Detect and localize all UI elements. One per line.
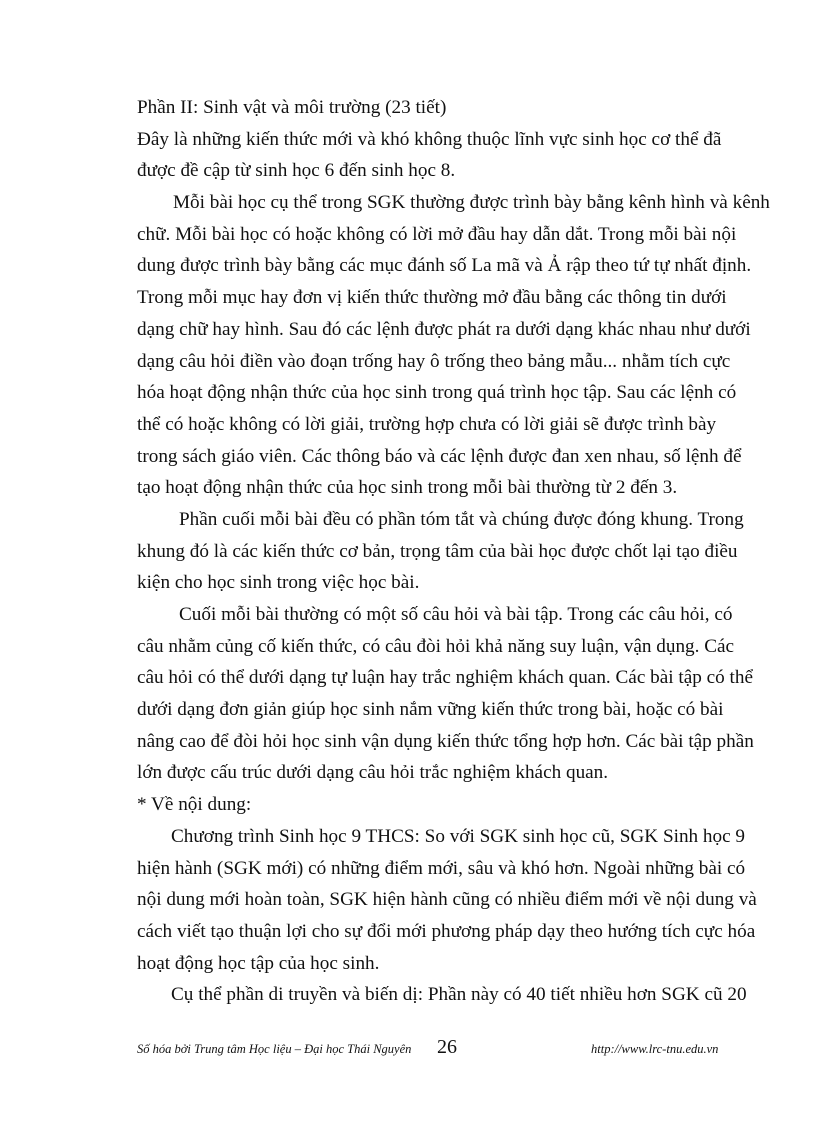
text-line: hoạt động học tập của học sinh. bbox=[137, 952, 380, 974]
text-line: Cụ thể phần di truyền và biến dị: Phần này có 40 tiết nhiều hơn SGK cũ 20 bbox=[171, 984, 747, 1006]
text-line: thể có hoặc không có lời giải, trường hợp chưa có lời giải sẽ được trình bày bbox=[137, 413, 717, 435]
text-line: khung đó là các kiến thức cơ bản, trọng tâm của bài học được chốt lại tạo điều bbox=[137, 540, 738, 562]
section-heading: Phần II: Sinh vật và môi trường (23 tiết) bbox=[137, 97, 447, 118]
text-line: dạng câu hỏi điền vào đoạn trống hay ô trống theo bảng mẫu... nhằm tích cực bbox=[137, 350, 731, 372]
page-footer bbox=[137, 1036, 737, 1066]
paragraph-1 bbox=[137, 124, 722, 187]
paragraph-6 bbox=[137, 821, 757, 979]
text-line: Chương trình Sinh học 9 THCS: So với SGK sinh học cũ, SGK Sinh học 9 bbox=[171, 825, 746, 847]
text-line: lớn được cấu trúc dưới dạng câu hỏi trắc nghiệm khách quan. bbox=[137, 762, 609, 784]
document-body bbox=[137, 92, 770, 1011]
paragraph-2 bbox=[137, 187, 770, 504]
paragraph-3 bbox=[137, 504, 744, 599]
text-line: Đây là những kiến thức mới và khó không thuộc lĩnh vực sinh học cơ thể đã bbox=[137, 128, 722, 150]
paragraph-5 bbox=[137, 789, 684, 821]
paragraph-7 bbox=[137, 979, 747, 1011]
subheading-content: * Về nội dung: bbox=[137, 794, 252, 816]
footer-credit: Số hóa bởi Trung tâm Học liệu – Đại học Thái Nguyên bbox=[137, 1042, 412, 1056]
text-line: câu nhằm củng cố kiến thức, có câu đòi hỏi khả năng suy luận, vận dụng. Các bbox=[137, 635, 735, 657]
text-line: chữ. Mỗi bài học có hoặc không có lời mở đầu hay dẫn dắt. Trong mỗi bài nội bbox=[137, 223, 737, 245]
text-line: nội dung mới hoàn toàn, SGK hiện hành cũng có nhiều điểm mới về nội dung và bbox=[137, 889, 757, 911]
text-line: dưới dạng đơn giản giúp học sinh nắm vững kiến thức trong bài, hoặc có bài bbox=[137, 699, 724, 721]
text-line: hóa hoạt động nhận thức của học sinh trong quá trình học tập. Sau các lệnh có bbox=[137, 382, 737, 404]
footer-url: http://www.lrc-tnu.edu.vn bbox=[591, 1042, 719, 1056]
text-line: Cuối mỗi bài thường có một số câu hỏi và bài tập. Trong các câu hỏi, có bbox=[179, 604, 733, 625]
text-line: trong sách giáo viên. Các thông báo và các lệnh được đan xen nhau, số lệnh để bbox=[137, 445, 742, 467]
paragraph-4 bbox=[137, 599, 754, 789]
text-line: Phần cuối mỗi bài đều có phần tóm tắt và chúng được đóng khung. Trong bbox=[179, 508, 744, 530]
text-line: được đề cập từ sinh học 6 đến sinh học 8. bbox=[137, 160, 456, 182]
text-line: cách viết tạo thuận lợi cho sự đổi mới phương pháp dạy theo hướng tích cực hóa bbox=[137, 920, 756, 942]
text-line: dung được trình bày bằng các mục đánh số La mã và Ả rập theo tứ tự nhất định. bbox=[137, 255, 752, 277]
text-line: Trong mỗi mục hay đơn vị kiến thức thường mở đầu bằng các thông tin dưới bbox=[137, 287, 727, 309]
text-line: dạng chữ hay hình. Sau đó các lệnh được phát ra dưới dạng khác nhau như dưới bbox=[137, 318, 751, 340]
text-line: nâng cao để đòi hỏi học sinh vận dụng kiến thức tổng hợp hơn. Các bài tập phần bbox=[137, 730, 754, 752]
text-line: tạo hoạt động nhận thức của học sinh trong mỗi bài thường từ 2 đến 3. bbox=[137, 477, 678, 499]
text-line: Mỗi bài học cụ thể trong SGK thường được trình bày bằng kênh hình và kênh bbox=[173, 192, 770, 214]
text-line: câu hỏi có thể dưới dạng tự luận hay trắc nghiệm khách quan. Các bài tập có thể bbox=[137, 667, 753, 689]
text-line: hiện hành (SGK mới) có những điểm mới, sâu và khó hơn. Ngoài những bài có bbox=[137, 857, 746, 879]
page-number: 26 bbox=[437, 1036, 457, 1058]
text-line: kiện cho học sinh trong việc học bài. bbox=[137, 572, 420, 594]
